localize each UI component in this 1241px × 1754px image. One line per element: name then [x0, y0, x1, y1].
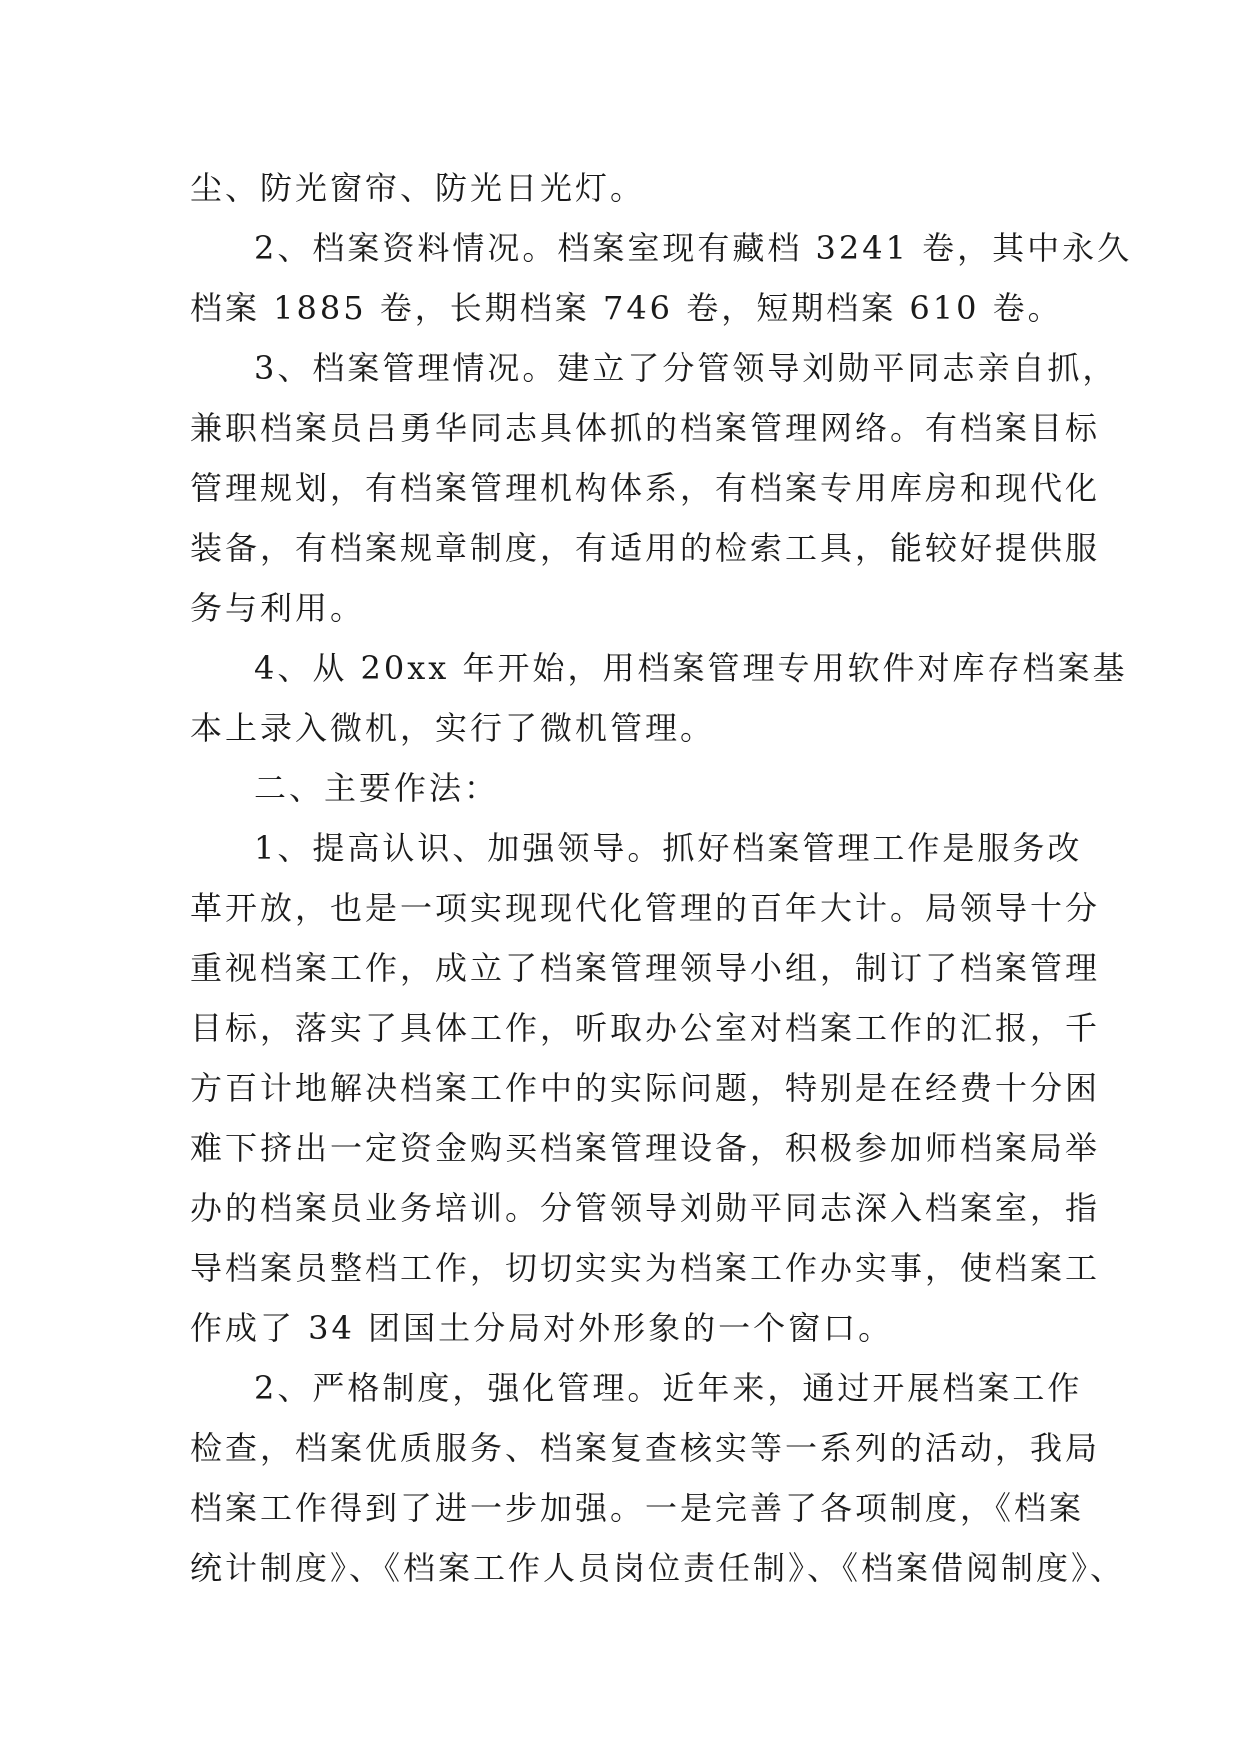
text-line: 管理规划，有档案管理机构体系，有档案专用库房和现代化 [190, 469, 1101, 507]
text-line: 档案 1885 卷，长期档案 746 卷，短期档案 610 卷。 [190, 289, 1063, 327]
text-line: 1、提高认识、加强领导。抓好档案管理工作是服务改 [254, 829, 1083, 867]
text-line: 装备，有档案规章制度，有适用的检索工具，能较好提供服 [190, 529, 1101, 567]
text-line: 务与利用。 [190, 589, 366, 627]
text-line: 难下挤出一定资金购买档案管理设备，积极参加师档案局举 [190, 1129, 1101, 1167]
document-body [190, 158, 1133, 1598]
section-heading: 二、主要作法： [254, 769, 500, 807]
text-line: 作成了 34 团国土分局对外形象的一个窗口。 [190, 1309, 894, 1347]
text-line: 办的档案员业务培训。分管领导刘勋平同志深入档案室，指 [190, 1189, 1101, 1227]
text-line: 尘、防光窗帘、防光日光灯。 [190, 169, 646, 207]
text-line: 检查，档案优质服务、档案复查核实等一系列的活动，我局 [190, 1429, 1101, 1467]
text-line: 档案工作得到了进一步加强。一是完善了各项制度，《档案 [190, 1489, 1085, 1527]
text-line: 3、档案管理情况。建立了分管领导刘勋平同志亲自抓， [254, 349, 1118, 387]
text-line: 2、档案资料情况。档案室现有藏档 3241 卷，其中永久 [254, 229, 1133, 267]
text-line: 统计制度》、《档案工作人员岗位责任制》、《档案借阅制度》、 [190, 1549, 1126, 1587]
text-line: 4、从 20xx 年开始，用档案管理专用软件对库存档案基 [254, 649, 1128, 687]
text-line: 导档案员整档工作，切切实实为档案工作办实事，使档案工 [190, 1249, 1101, 1287]
text-line: 目标，落实了具体工作，听取办公室对档案工作的汇报，千 [190, 1009, 1101, 1047]
text-line: 重视档案工作，成立了档案管理领导小组，制订了档案管理 [190, 949, 1101, 987]
text-line: 2、严格制度，强化管理。近年来，通过开展档案工作 [254, 1369, 1083, 1407]
text-line: 兼职档案员吕勇华同志具体抓的档案管理网络。有档案目标 [190, 409, 1101, 447]
text-line: 革开放，也是一项实现现代化管理的百年大计。局领导十分 [190, 889, 1101, 927]
text-line: 方百计地解决档案工作中的实际问题，特别是在经费十分困 [190, 1069, 1101, 1107]
text-line: 本上录入微机，实行了微机管理。 [190, 709, 716, 747]
